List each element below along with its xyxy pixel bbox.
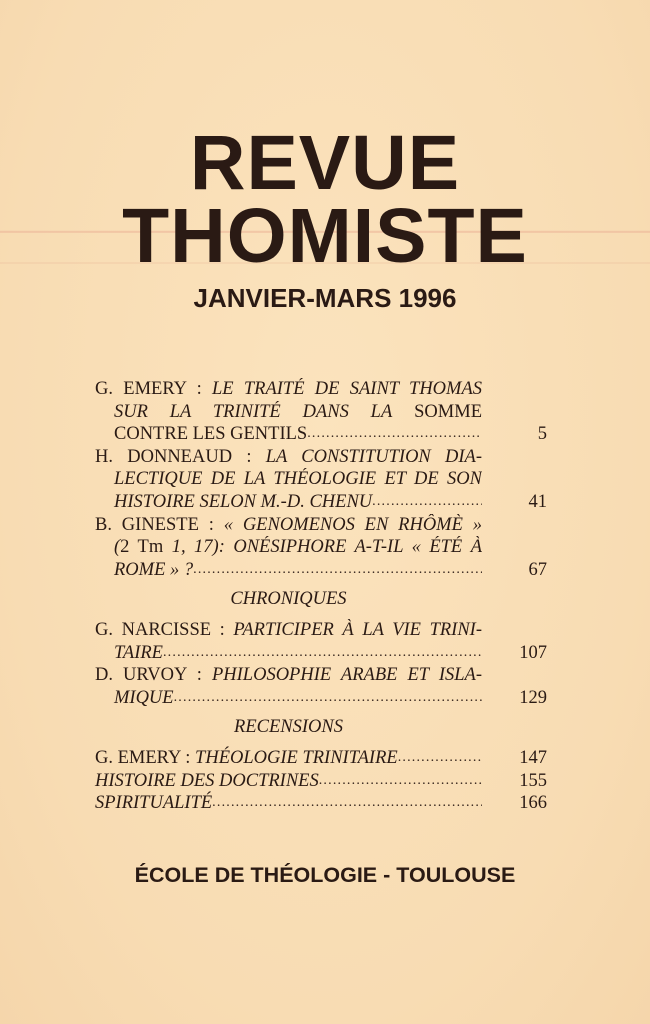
toc-line [95,536,482,559]
toc-leader-line [95,423,482,446]
toc-entry[interactable] [95,446,547,514]
toc-line [95,378,482,401]
section-heading-recensions: RECENSIONS [234,717,343,738]
toc-line [95,446,482,469]
page-number: 41 [528,491,547,512]
toc-title: HISTOIRE DES DOCTRINES [95,770,319,791]
toc-title: « GENOMENOS EN RHÔMÈ » [223,514,482,535]
toc-author: G. EMERY : [95,747,191,768]
toc-entry[interactable] [95,770,547,793]
dot-leader [372,491,482,514]
toc-line [95,664,482,687]
dot-leader [307,423,482,446]
toc-line: LECTIQUE DE LA THÉOLOGIE ET DE SON [114,469,482,490]
toc-title: ( [114,537,121,558]
toc-leader-line [95,559,482,582]
toc-title-roman: CONTRE LES GENTILS [114,424,308,445]
toc-entry[interactable] [95,514,547,582]
toc-leader-line [95,642,482,665]
publisher-name: ÉCOLE DE THÉOLOGIE - TOULOUSE [134,863,516,887]
toc-leader-line [95,687,482,710]
toc-author: G. NARCISSE : [95,619,225,640]
dot-leader [212,792,482,815]
dot-leader [163,642,482,665]
toc-entry[interactable] [95,747,547,770]
toc-title: TAIRE [114,642,163,663]
toc-leader-line [95,491,482,514]
toc-title: ROME » ? [114,559,194,580]
toc-leader-line [95,747,482,770]
dot-leader [193,559,482,582]
toc-title-roman: SOMME [414,401,482,422]
toc-title: THÉOLOGIE TRINITAIRE [195,747,398,768]
toc-line [95,401,482,424]
toc-author: B. GINESTE : [95,514,214,535]
page-number: 129 [519,687,547,708]
toc-title: HISTOIRE SELON M.-D. CHENU [114,491,373,512]
page-number: 155 [519,770,547,791]
toc-title: PARTICIPER À LA VIE TRINI- [233,619,482,640]
table-of-contents [95,378,547,815]
page-number: 107 [519,642,547,663]
dot-leader [398,747,482,770]
toc-title: PHILOSOPHIE ARABE ET ISLA- [211,665,482,686]
toc-entry[interactable] [95,792,547,815]
issue-date: JANVIER-MARS 1996 [193,283,457,313]
toc-author: H. DONNEAUD : [95,446,252,467]
journal-title-line-2: THOMISTE [122,193,528,279]
toc-title: MIQUE [114,687,174,708]
page-number: 5 [537,424,547,445]
toc-entry[interactable] [95,619,547,664]
toc-title: SUR LA TRINITÉ DANS LA [114,401,393,422]
toc-line [95,619,482,642]
page-number: 147 [519,747,547,768]
toc-title: LE TRAITÉ DE SAINT THOMAS [212,379,482,399]
toc-leader-line [95,792,482,815]
toc-leader-line [95,770,482,793]
journal-title-line-1: REVUE [189,120,461,206]
page-number: 67 [528,559,547,580]
toc-title-roman: 2 Tm [120,537,172,558]
toc-author: D. URVOY : [95,665,202,686]
toc-title: SPIRITUALITÉ [95,793,213,814]
section-heading-chroniques: CHRONIQUES [230,589,347,610]
dot-leader [319,770,482,793]
toc-title: LA CONSTITUTION DIA- [265,446,482,467]
toc-author: G. EMERY : [95,379,202,399]
page-number: 166 [519,793,547,814]
toc-line [95,514,482,537]
dot-leader [174,687,482,710]
toc-entry[interactable] [95,378,547,446]
toc-entry[interactable] [95,664,547,709]
toc-title: 1, 17): ONÉSIPHORE A-T-IL « ÉTÉ À [171,537,482,558]
